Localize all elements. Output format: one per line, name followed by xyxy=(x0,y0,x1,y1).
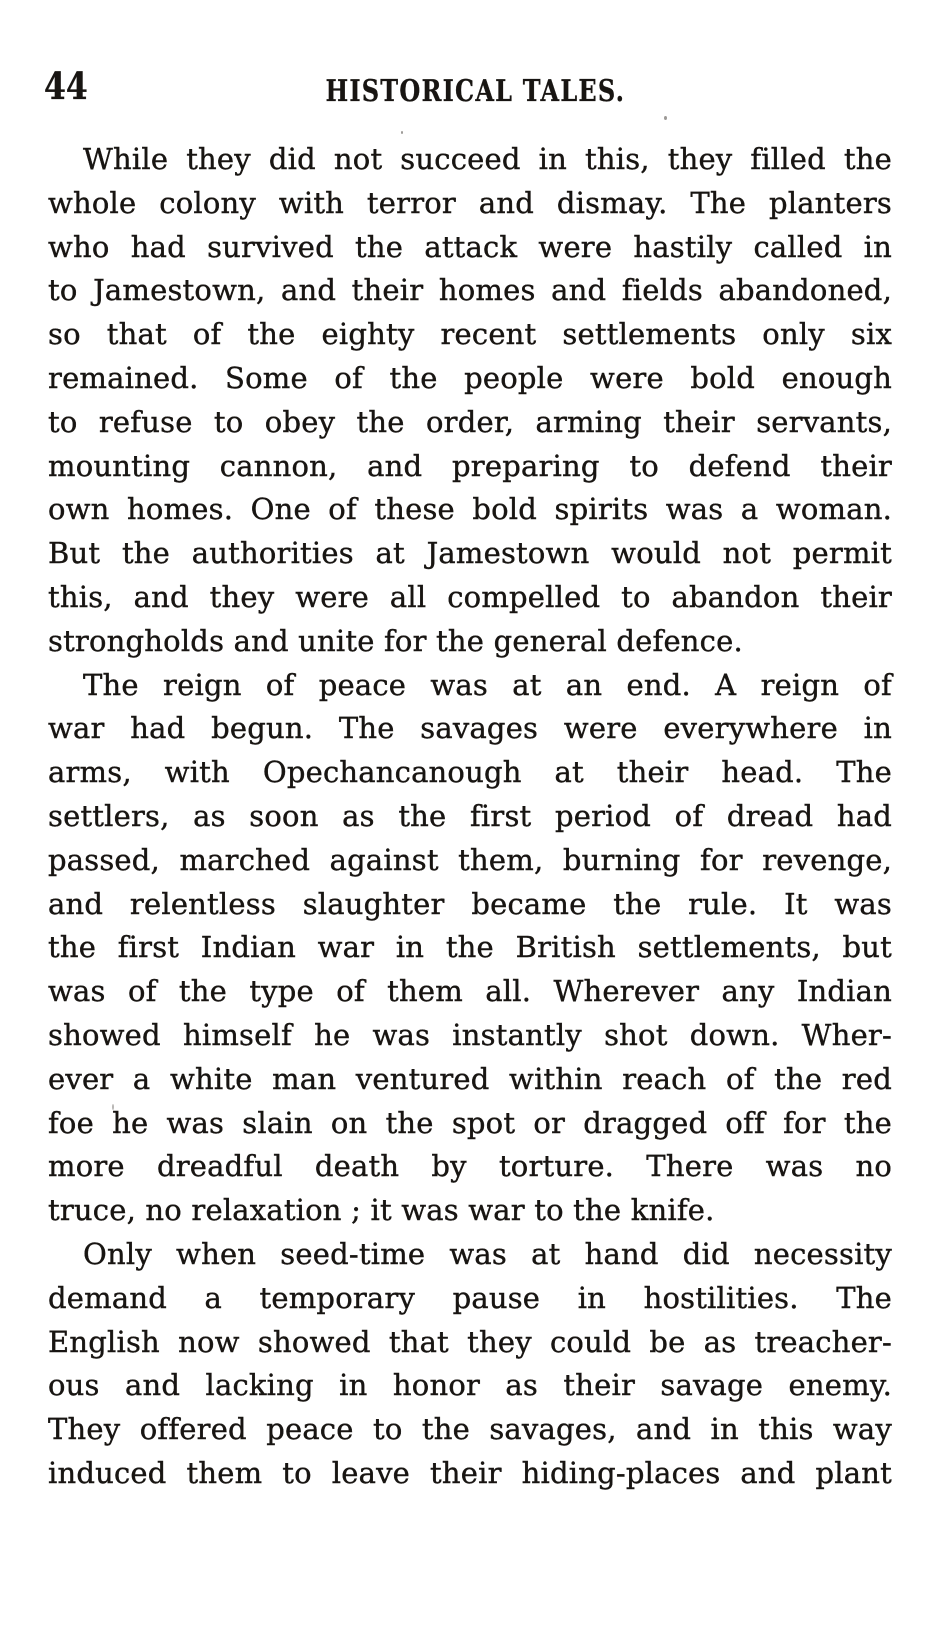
text-line: was of the type of them all. Wherever any Indian xyxy=(48,974,892,1009)
text-line: who had survived the attack were hastily called in xyxy=(48,229,892,264)
text-line: showed himself he was instantly shot down. Wher- xyxy=(48,1017,892,1052)
body-text xyxy=(48,138,892,1496)
text-line: foe he was slain on the spot or dragged off for the xyxy=(48,1105,892,1140)
page-number: 44 xyxy=(44,64,88,108)
text-line: demand a temporary pause in hostilities. The xyxy=(48,1280,892,1315)
text-line: truce, no relaxation ; it was war to the knife. xyxy=(48,1193,715,1228)
text-line: the first Indian war in the British settlements, but xyxy=(48,930,892,965)
text-line: settlers, as soon as the first period of dread had xyxy=(48,798,892,833)
paragraph xyxy=(48,1233,892,1496)
text-line: more dreadful death by torture. There was no xyxy=(48,1149,892,1184)
text-line: whole colony with terror and dismay. The planters xyxy=(48,185,892,220)
text-line: war had begun. The savages were everywhere in xyxy=(48,711,892,746)
text-line: so that of the eighty recent settlements only six xyxy=(48,317,892,352)
text-line: mounting cannon, and preparing to defend their xyxy=(48,448,892,483)
running-header xyxy=(0,74,950,109)
text-line: While they did not succeed in this, they filled the xyxy=(83,142,892,176)
text-line: passed, marched against them, burning for revenge, xyxy=(48,842,892,877)
text-line: to refuse to obey the order, arming their servants, xyxy=(48,404,892,439)
paragraph xyxy=(48,664,892,1233)
text-line: Only when seed-time was at hand did necessity xyxy=(83,1236,892,1271)
scan-speck xyxy=(401,131,403,134)
text-line: The reign of peace was at an end. A reign of xyxy=(83,667,892,702)
text-line: strongholds and unite for the general defence. xyxy=(48,623,743,658)
text-line: own homes. One of these bold spirits was a woman. xyxy=(48,492,892,527)
text-line: They offered peace to the savages, and in this way xyxy=(48,1412,892,1447)
text-line: arms, with Opechancanough at their head. The xyxy=(48,755,892,790)
running-header-title: HISTORICAL TALES. xyxy=(325,74,625,109)
paragraph xyxy=(48,138,892,664)
page-header xyxy=(0,0,950,120)
text-line: induced them to leave their hiding-places and plant xyxy=(48,1455,892,1490)
text-line: this, and they were all compelled to abandon their xyxy=(48,579,892,614)
text-line: ever a white man ventured within reach of the red xyxy=(48,1061,892,1096)
text-line: English now showed that they could be as treacher- xyxy=(48,1324,892,1359)
text-line: ous and lacking in honor as their savage enemy. xyxy=(48,1368,892,1403)
scan-speck xyxy=(664,116,667,120)
text-line: and relentless slaughter became the rule. It was xyxy=(48,886,892,921)
text-line: remained. Some of the people were bold enough xyxy=(48,360,892,395)
text-line: to Jamestown, and their homes and fields abandoned, xyxy=(48,273,892,308)
text-line: But the authorities at Jamestown would not permit xyxy=(48,536,892,571)
